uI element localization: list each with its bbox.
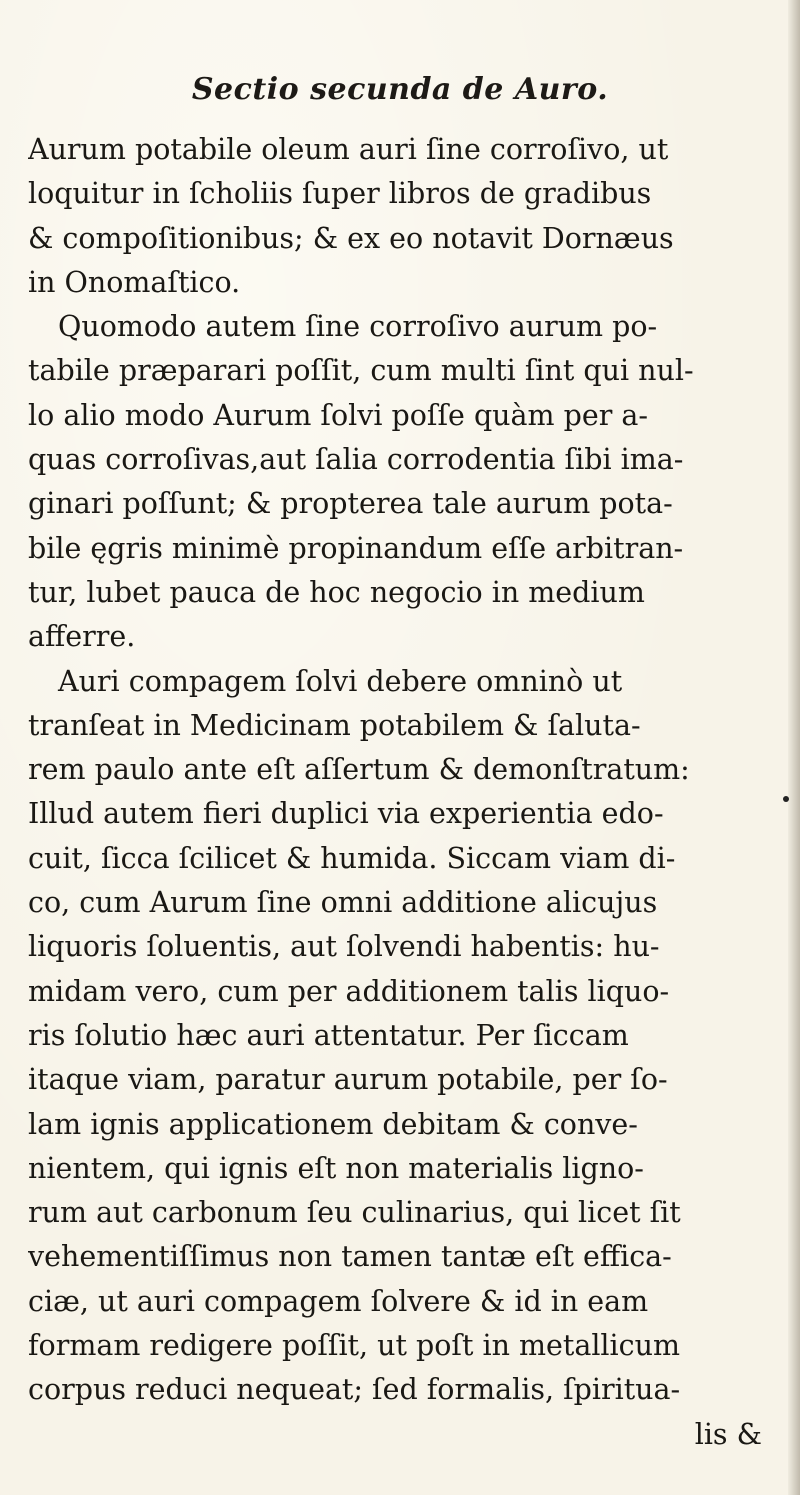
text-line: afferre. bbox=[28, 620, 136, 654]
text-line: nientem, qui ignis eſt non materialis ligno- bbox=[28, 1151, 644, 1185]
running-head: Sectio secunda de Auro. bbox=[191, 72, 609, 107]
text-line: Aurum potabile oleum auri ſine corroſivo, ut bbox=[28, 133, 669, 166]
text-line: lam ignis applicationem debitam & conve- bbox=[28, 1107, 638, 1141]
text-line: tranſeat in Medicinam potabilem & ſaluta- bbox=[28, 708, 641, 742]
text-line: midam vero, cum per additionem talis liquo- bbox=[28, 974, 670, 1008]
text-line: ris ſolutio hæc auri attentatur. Per ſiccam bbox=[28, 1018, 629, 1052]
text-line: tur, lubet pauca de hoc negocio in medium bbox=[28, 575, 645, 609]
page-edge-shadow bbox=[788, 0, 800, 1495]
text-line: ginari poſſunt; & propterea tale aurum pota- bbox=[28, 487, 673, 521]
ink-speck bbox=[783, 796, 789, 802]
text-line: & compoſitionibus; & ex eo notavit Dornæus bbox=[28, 221, 674, 255]
text-line: cuit, ſicca ſcilicet & humida. Siccam viam di- bbox=[28, 841, 676, 875]
text-line: tabile præparari poſſit, cum multi ſint qui nul- bbox=[28, 354, 694, 388]
text-line: lis & bbox=[694, 1417, 762, 1451]
text-line: bile ęgris minimè propinandum eſſe arbitran- bbox=[28, 531, 684, 565]
text-line: loquitur in ſcholiis ſuper libros de gradibus bbox=[28, 177, 652, 211]
text-line: Auri compagem ſolvi debere omninò ut bbox=[58, 664, 623, 698]
text-line: co, cum Aurum ſine omni additione alicujus bbox=[28, 886, 658, 920]
text-line: vehementiſſimus non tamen tantæ eſt effica- bbox=[28, 1240, 672, 1274]
text-line: Quomodo autem ſine corroſivo aurum po- bbox=[58, 310, 658, 344]
text-line: ciæ, ut auri compagem ſolvere & id in eam bbox=[28, 1284, 649, 1318]
body-text bbox=[28, 128, 780, 1457]
text-line: Illud autem fieri duplici via experientia edo- bbox=[28, 797, 664, 831]
text-line: rum aut carbonum ſeu culinarius, qui licet ſit bbox=[28, 1196, 681, 1230]
text-line: quas corroſivas,aut ſalia corrodentia ſibi ima- bbox=[28, 443, 684, 477]
text-line: lo alio modo Aurum ſolvi poſſe quàm per a- bbox=[28, 398, 649, 432]
text-line: liquoris ſoluentis, aut ſolvendi habentis: hu- bbox=[28, 930, 660, 964]
text-line: formam redigere poſſit, ut poſt in metallicum bbox=[28, 1329, 681, 1363]
text-line: in Onomaſtico. bbox=[28, 265, 241, 299]
text-line: itaque viam, paratur aurum potabile, per ſo- bbox=[28, 1063, 668, 1097]
text-line: rem paulo ante eſt aſſertum & demonſtratum: bbox=[28, 753, 690, 787]
text-line: corpus reduci nequeat; ſed formalis, ſpiritua- bbox=[28, 1373, 681, 1407]
